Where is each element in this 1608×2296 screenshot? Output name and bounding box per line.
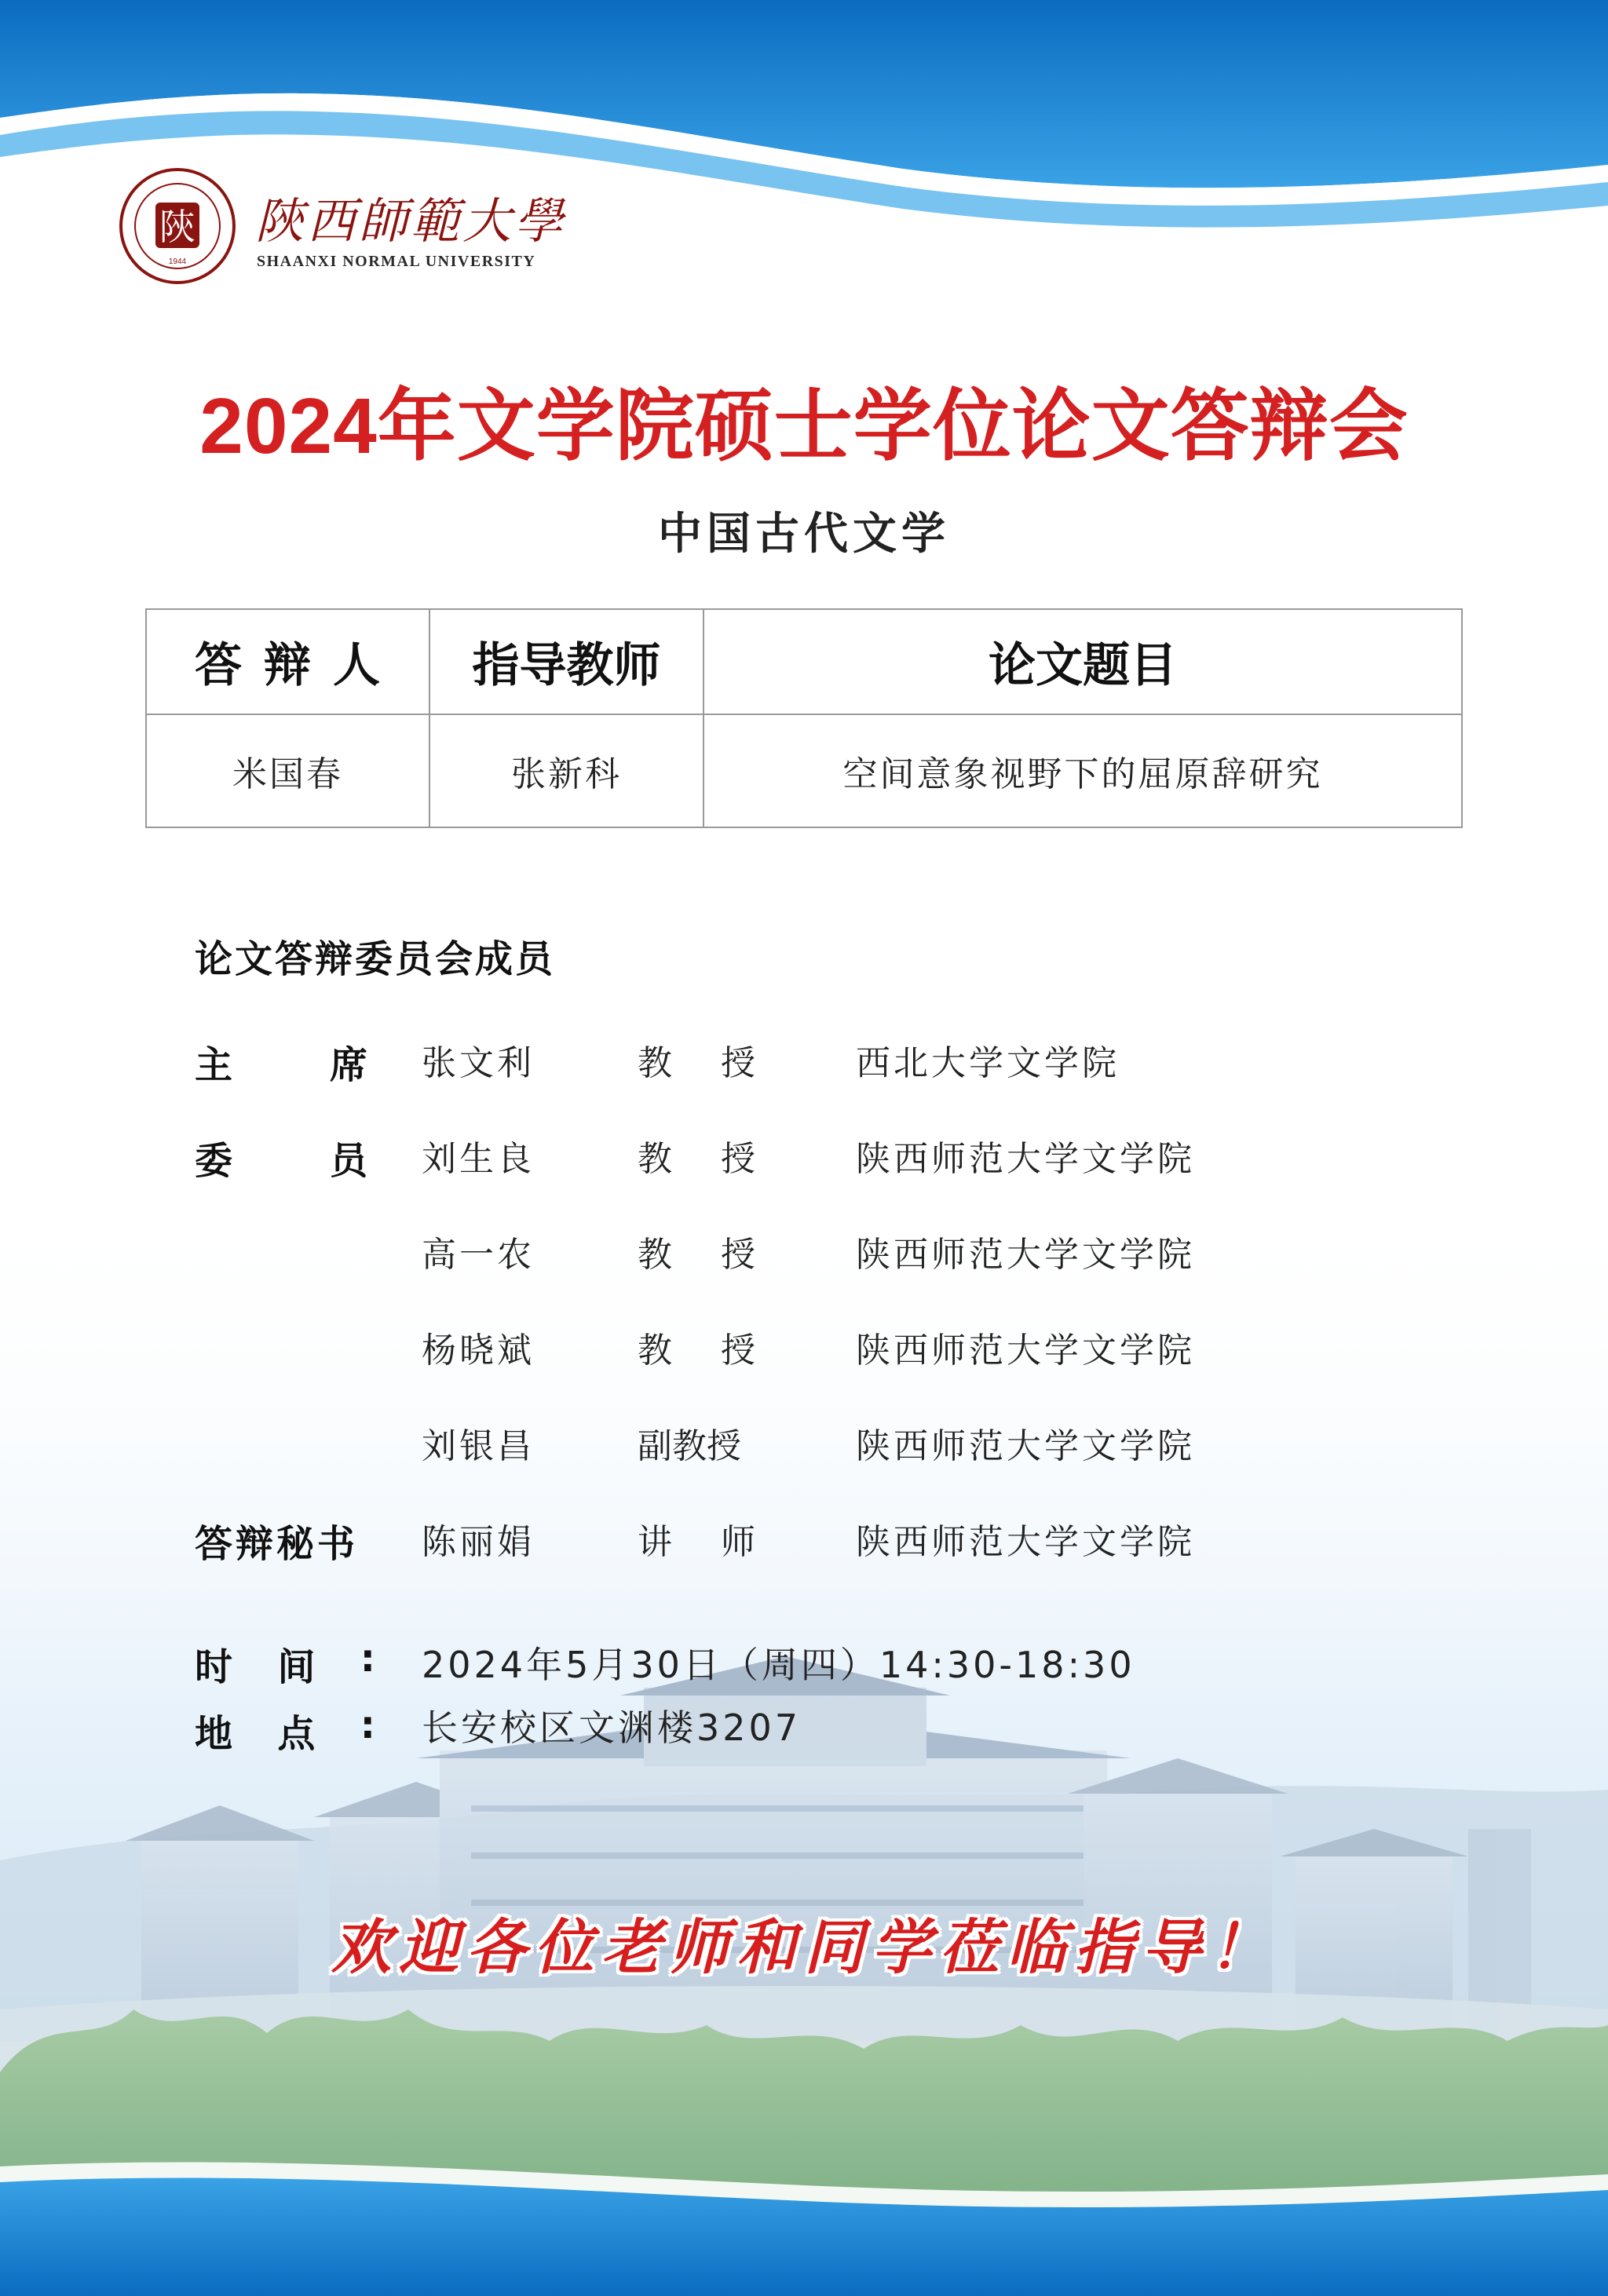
time-value: 2024年5月30日（周四）14:30-18:30 [422, 1644, 1135, 1686]
thesis-table [145, 608, 1463, 828]
member-title: 副教授 [638, 1426, 741, 1466]
university-name-cn: 陝西師範大學 [255, 192, 567, 250]
place-value: 长安校区文渊楼3207 [422, 1706, 802, 1749]
time-label: 时 间 : [195, 1637, 375, 1689]
place-label: 地 点 : [195, 1703, 375, 1756]
university-logo [118, 166, 605, 292]
committee-member-row [0, 1130, 1608, 1185]
committee-member-row [0, 1035, 1608, 1090]
table-header-row [146, 609, 1462, 714]
member-title: 教 授 [638, 1235, 755, 1275]
member-role: 答辩秘书 [195, 1522, 359, 1566]
defender-name: 米国春 [146, 714, 429, 827]
member-name: 刘银昌 [422, 1426, 535, 1466]
poster-title: 2024年文学院硕士学位论文答辩会 [199, 382, 1409, 470]
seal-character: 陝 [159, 206, 196, 248]
member-institution: 陕西师范大学文学院 [856, 1139, 1195, 1179]
member-institution: 陕西师范大学文学院 [856, 1331, 1195, 1371]
member-name: 陈丽娟 [422, 1522, 535, 1562]
member-institution: 西北大学文学院 [856, 1043, 1120, 1083]
member-name: 刘生良 [422, 1139, 535, 1179]
member-title: 教 授 [638, 1043, 755, 1083]
advisor-name: 张新科 [429, 714, 704, 827]
poster-subtitle: 中国古代文学 [658, 508, 950, 560]
table-header-advisor: 指导教师 [429, 609, 704, 714]
member-title: 教 授 [638, 1331, 755, 1371]
member-name: 杨晓斌 [422, 1331, 535, 1371]
member-title: 讲 师 [638, 1522, 755, 1562]
table-header-defender: 答辩人 [146, 609, 429, 714]
member-role: 主 席 [195, 1043, 367, 1087]
member-name: 张文利 [422, 1043, 535, 1083]
member-role: 委 员 [195, 1139, 367, 1183]
university-name-en: SHAANXI NORMAL UNIVERSITY [257, 253, 536, 270]
table-header-thesis-title: 论文题目 [704, 609, 1462, 714]
committee-member-row [0, 1418, 1608, 1473]
member-title: 教 授 [638, 1139, 755, 1179]
committee-heading: 论文答辩委员会成员 [195, 937, 556, 981]
member-institution: 陕西师范大学文学院 [856, 1426, 1195, 1466]
committee-member-row [0, 1322, 1608, 1377]
seal-year: 1944 [168, 257, 187, 266]
committee-member-row [0, 1226, 1608, 1281]
thesis-title: 空间意象视野下的屈原辞研究 [704, 714, 1462, 827]
welcome-slogan: 欢迎各位老师和同学莅临指导！ [331, 1912, 1277, 1982]
member-institution: 陕西师范大学文学院 [856, 1522, 1195, 1562]
committee-member-row [0, 1513, 1608, 1568]
table-row [146, 714, 1462, 827]
member-institution: 陕西师范大学文学院 [856, 1235, 1195, 1275]
university-seal-icon [118, 166, 237, 286]
member-name: 高一农 [422, 1235, 535, 1275]
